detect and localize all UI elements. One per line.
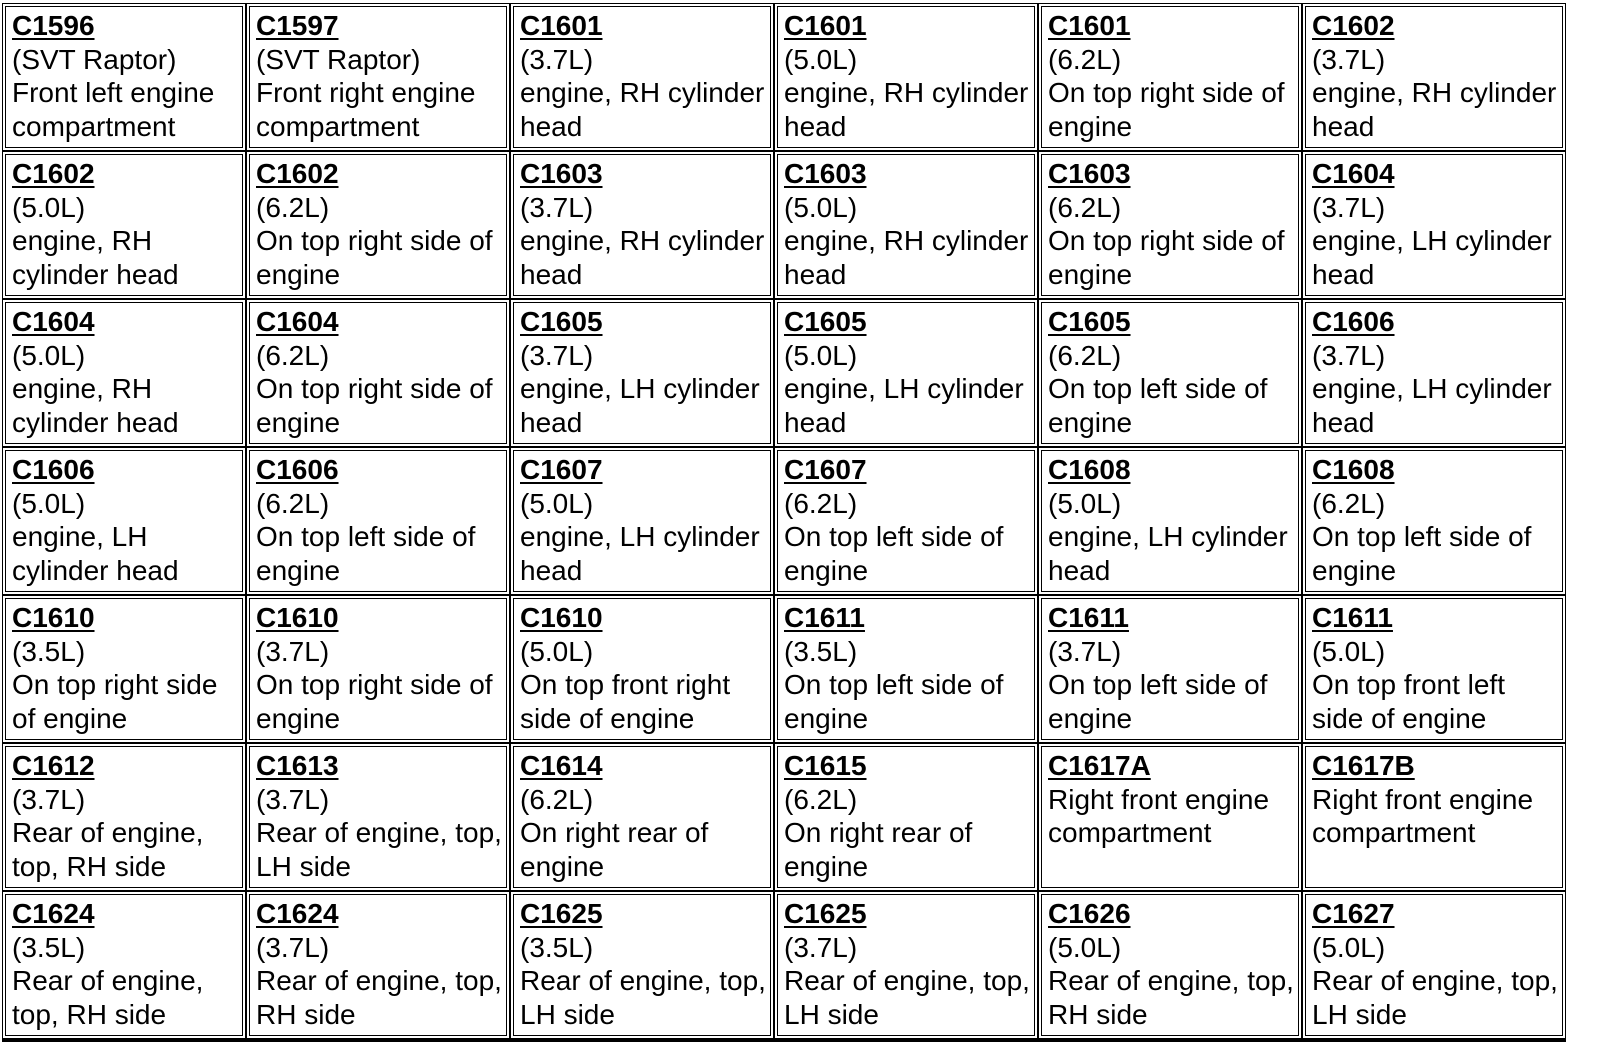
connector-cell	[246, 3, 510, 151]
location-description: On top left side of engine	[256, 521, 476, 586]
engine-variant: (5.0L)	[12, 339, 86, 371]
connector-code: C1602	[1312, 10, 1395, 41]
location-description: Rear of engine, top, LH side	[784, 965, 1030, 1030]
connector-code: C1607	[784, 454, 867, 485]
engine-variant: (SVT Raptor)	[256, 43, 421, 75]
connector-location-table	[2, 3, 1566, 1039]
location-description: On top left side of engine	[784, 521, 1004, 586]
engine-variant: (5.0L)	[1312, 931, 1386, 963]
engine-variant: (3.7L)	[256, 931, 330, 963]
location-description: On top left side of engine	[1312, 521, 1532, 586]
connector-code: C1624	[12, 898, 95, 929]
connector-code: C1603	[1048, 158, 1131, 189]
connector-cell	[2, 447, 246, 595]
engine-variant: (3.7L)	[520, 43, 594, 75]
engine-variant: (3.5L)	[12, 931, 86, 963]
location-description: Right front engine compartment	[1048, 783, 1270, 848]
location-description: engine, RH cylinder head	[784, 77, 1029, 142]
connector-cell	[2, 743, 246, 891]
connector-code: C1604	[256, 306, 339, 337]
location-description: Front left engine compartment	[12, 77, 215, 142]
location-description: On top right side of engine	[1048, 225, 1285, 290]
connector-cell	[1302, 447, 1566, 595]
connector-cell	[2, 151, 246, 299]
connector-code: C1605	[1048, 306, 1131, 337]
connector-cell	[1302, 299, 1566, 447]
engine-variant: (5.0L)	[784, 191, 858, 223]
connector-cell	[1302, 151, 1566, 299]
connector-code: C1612	[12, 750, 95, 781]
engine-variant: (5.0L)	[784, 43, 858, 75]
engine-variant: (3.5L)	[520, 931, 594, 963]
location-description: engine, LH cylinder head	[1048, 521, 1288, 586]
engine-variant: (6.2L)	[1048, 191, 1122, 223]
engine-variant: (3.7L)	[256, 783, 330, 815]
connector-code: C1597	[256, 10, 339, 41]
connector-cell	[774, 151, 1038, 299]
location-description: engine, LH cylinder head	[784, 373, 1024, 438]
engine-variant: (5.0L)	[520, 487, 594, 519]
location-description: Rear of engine, top, LH side	[256, 817, 502, 882]
engine-variant: (5.0L)	[12, 487, 86, 519]
connector-cell	[774, 595, 1038, 743]
engine-variant: (3.7L)	[1312, 43, 1386, 75]
location-description: On top right side of engine	[256, 225, 493, 290]
connector-cell	[246, 891, 510, 1039]
location-description: engine, RH cylinder head	[784, 225, 1029, 290]
connector-code: C1610	[520, 602, 603, 633]
connector-code: C1626	[1048, 898, 1131, 929]
connector-cell	[1038, 891, 1302, 1039]
engine-variant: (5.0L)	[1048, 487, 1122, 519]
connector-code: C1611	[784, 602, 865, 633]
connector-code: C1614	[520, 750, 603, 781]
engine-variant: (6.2L)	[256, 191, 330, 223]
connector-code: C1611	[1048, 602, 1129, 633]
connector-cell	[510, 3, 774, 151]
location-description: On right rear of engine	[520, 817, 709, 882]
connector-code: C1627	[1312, 898, 1395, 929]
engine-variant: (3.5L)	[12, 635, 86, 667]
engine-variant: (3.7L)	[1048, 635, 1122, 667]
connector-cell	[2, 3, 246, 151]
connector-code: C1613	[256, 750, 339, 781]
location-description: On top front left side of engine	[1312, 669, 1505, 734]
location-description: On right rear of engine	[784, 817, 973, 882]
location-description: Rear of engine, top, RH side	[256, 965, 502, 1030]
location-description: engine, LH cylinder head	[520, 373, 760, 438]
connector-code: C1601	[1048, 10, 1131, 41]
connector-cell	[1038, 447, 1302, 595]
connector-code: C1625	[784, 898, 867, 929]
engine-variant: (6.2L)	[520, 783, 594, 815]
connector-cell	[1038, 299, 1302, 447]
connector-code: C1604	[1312, 158, 1395, 189]
connector-code: C1625	[520, 898, 603, 929]
location-description: On top left side of engine	[784, 669, 1004, 734]
connector-code: C1603	[784, 158, 867, 189]
connector-cell	[246, 595, 510, 743]
engine-variant: (6.2L)	[1312, 487, 1386, 519]
connector-cell	[510, 447, 774, 595]
location-description: Rear of engine, top, RH side	[1048, 965, 1294, 1030]
location-description: On top right side of engine	[256, 373, 493, 438]
engine-variant: (5.0L)	[784, 339, 858, 371]
connector-code: C1605	[784, 306, 867, 337]
location-description: On top left side of engine	[1048, 669, 1268, 734]
location-description: Rear of engine, top, RH side	[12, 965, 204, 1030]
engine-variant: (5.0L)	[520, 635, 594, 667]
connector-cell	[774, 3, 1038, 151]
connector-code: C1601	[784, 10, 867, 41]
connector-code: C1606	[256, 454, 339, 485]
engine-variant: (5.0L)	[12, 191, 86, 223]
connector-cell	[246, 743, 510, 891]
connector-cell	[246, 447, 510, 595]
connector-code: C1606	[12, 454, 95, 485]
location-description: engine, LH cylinder head	[520, 521, 760, 586]
location-description: Rear of engine, top, LH side	[1312, 965, 1558, 1030]
connector-cell	[510, 891, 774, 1039]
connector-cell	[246, 151, 510, 299]
engine-variant: (6.2L)	[1048, 43, 1122, 75]
connector-cell	[1302, 891, 1566, 1039]
connector-cell	[774, 299, 1038, 447]
connector-cell	[1038, 743, 1302, 891]
connector-code: C1602	[256, 158, 339, 189]
connector-code: C1604	[12, 306, 95, 337]
engine-variant: (3.7L)	[12, 783, 86, 815]
connector-cell	[774, 891, 1038, 1039]
engine-variant: (6.2L)	[784, 487, 858, 519]
connector-code: C1601	[520, 10, 603, 41]
engine-variant: (3.7L)	[520, 339, 594, 371]
connector-code: C1610	[12, 602, 95, 633]
location-description: engine, RH cylinder head	[1312, 77, 1557, 142]
connector-cell	[1302, 3, 1566, 151]
connector-cell	[510, 595, 774, 743]
connector-code: C1606	[1312, 306, 1395, 337]
location-description: engine, RH cylinder head	[12, 373, 179, 438]
connector-code: C1605	[520, 306, 603, 337]
engine-variant: (3.5L)	[784, 635, 858, 667]
location-description: On top right side of engine	[1048, 77, 1285, 142]
engine-variant: (3.7L)	[520, 191, 594, 223]
connector-code: C1603	[520, 158, 603, 189]
connector-cell	[774, 447, 1038, 595]
connector-cell	[774, 743, 1038, 891]
connector-cell	[1302, 595, 1566, 743]
connector-cell	[1038, 151, 1302, 299]
connector-code: C1608	[1048, 454, 1131, 485]
location-description: engine, RH cylinder head	[520, 77, 765, 142]
engine-variant: (3.7L)	[1312, 339, 1386, 371]
engine-variant: (SVT Raptor)	[12, 43, 177, 75]
connector-code: C1602	[12, 158, 95, 189]
engine-variant: (5.0L)	[1312, 635, 1386, 667]
connector-code: C1617A	[1048, 750, 1151, 781]
connector-cell	[2, 891, 246, 1039]
connector-cell	[510, 743, 774, 891]
location-description: On top right side of engine	[256, 669, 493, 734]
engine-variant: (3.7L)	[784, 931, 858, 963]
location-description: engine, RH cylinder head	[12, 225, 179, 290]
connector-code: C1615	[784, 750, 867, 781]
engine-variant: (3.7L)	[1312, 191, 1386, 223]
engine-variant: (3.7L)	[256, 635, 330, 667]
engine-variant: (5.0L)	[1048, 931, 1122, 963]
location-description: engine, LH cylinder head	[1312, 373, 1552, 438]
engine-variant: (6.2L)	[256, 339, 330, 371]
location-description: Rear of engine, top, RH side	[12, 817, 204, 882]
location-description: On top left side of engine	[1048, 373, 1268, 438]
location-description: engine, RH cylinder head	[520, 225, 765, 290]
connector-cell	[510, 299, 774, 447]
connector-code: C1608	[1312, 454, 1395, 485]
location-description: On top front right side of engine	[520, 669, 731, 734]
engine-variant: (6.2L)	[1048, 339, 1122, 371]
connector-cell	[1302, 743, 1566, 891]
engine-variant: (6.2L)	[784, 783, 858, 815]
location-description: engine, LH cylinder head	[12, 521, 179, 586]
connector-code: C1607	[520, 454, 603, 485]
connector-cell	[246, 299, 510, 447]
connector-cell	[2, 299, 246, 447]
connector-cell	[2, 595, 246, 743]
connector-code: C1611	[1312, 602, 1393, 633]
engine-variant: (6.2L)	[256, 487, 330, 519]
location-description: Front right engine compartment	[256, 77, 476, 142]
location-description: Rear of engine, top, LH side	[520, 965, 766, 1030]
location-description: Right front engine compartment	[1312, 783, 1534, 848]
connector-code: C1596	[12, 10, 95, 41]
connector-cell	[510, 151, 774, 299]
connector-code: C1624	[256, 898, 339, 929]
location-description: On top right side of engine	[12, 669, 218, 734]
connector-code: C1610	[256, 602, 339, 633]
location-description: engine, LH cylinder head	[1312, 225, 1552, 290]
connector-cell	[1038, 3, 1302, 151]
connector-code: C1617B	[1312, 750, 1415, 781]
connector-cell	[1038, 595, 1302, 743]
